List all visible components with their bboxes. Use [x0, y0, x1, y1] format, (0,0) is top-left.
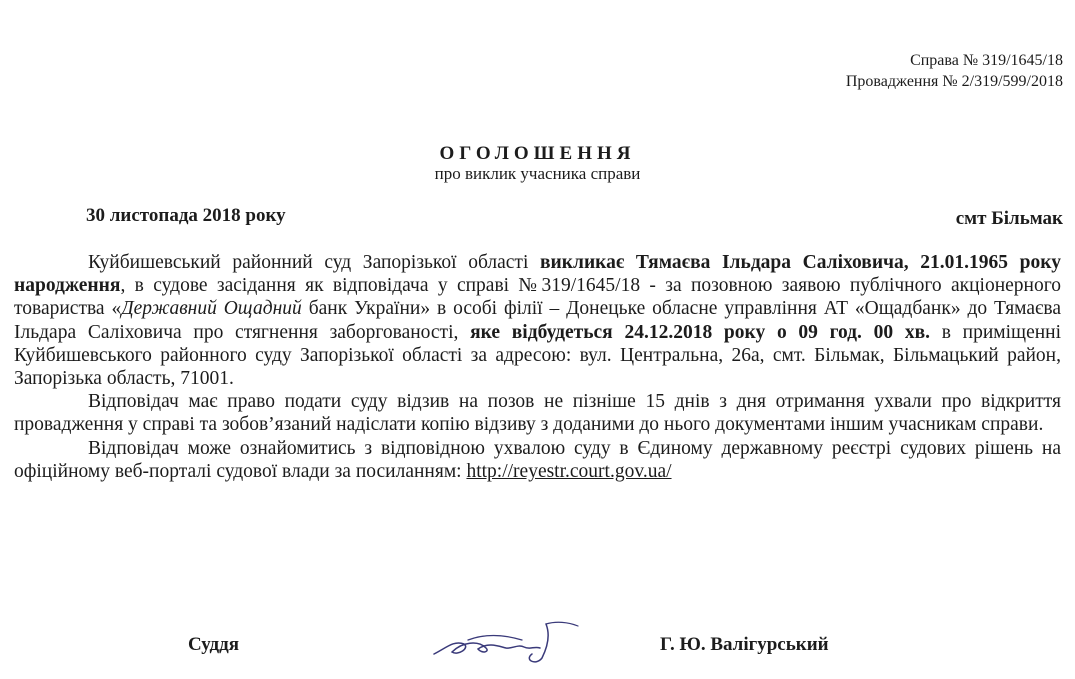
announcement-subtitle: про виклик учасника справи: [434, 164, 641, 183]
proceeding-number: Провадження № 2/319/599/2018: [845, 73, 1063, 90]
summons-text-1: Куйбишевський районний суд Запорізької області: [88, 252, 540, 273]
judge-label: Суддя: [188, 634, 240, 655]
response-rights-paragraph: Відповідач має право подати суду відзив на позов не пізніше 15 днів з дня отримання ухвали про відкриття провадження у справі та зобов’язаний надіслати копію відзиву з доданими до нього документами іншим учасникам справи.: [14, 391, 1061, 436]
registry-paragraph: [14, 437, 1061, 483]
summons-text-2: , в судове засідання як відповідача у справі №319/1645/18 - за позовною заявою публічного акціонерного товариства «: [14, 275, 1061, 320]
registry-text: Відповідач може ознайомитись з відповідною ухвалою суду в Єдиному державному реєстрі судових рішень на офіційному веб-порталі судової влади за посиланням:: [14, 437, 1061, 482]
announcement-body: [14, 251, 1061, 483]
summons-text-4: в приміщенні Куйбишевського районного суду Запорізької області за адресою: вул. Центральна, 26а, смт. Більмак, Більмацький район, Запорізька область, 71001.: [14, 321, 1062, 390]
case-number: Справа № 319/1645/18: [910, 52, 1063, 69]
summons-bank-name: Державний Ощадний: [121, 298, 302, 320]
hearing-datetime: яке відбудеться 24.12.2018 року о 09 год. 00 хв.: [470, 321, 931, 343]
judge-signature: [432, 618, 582, 666]
document-date: 30 листопада 2018 року: [86, 205, 286, 226]
judge-name: Г. Ю. Валігурський: [660, 634, 829, 655]
case-references: [846, 50, 1063, 92]
summons-defendant: викликає Тямаєва Ільдара Саліховича, 21.01.1965 року народження: [14, 252, 1061, 297]
summons-text-3: банк України» в особі філії – Донецьке обласне управління АТ «Ощадбанк» до Тямаєва Ільдара Саліховича про стягнення заборгованості,: [14, 298, 1062, 343]
registry-link[interactable]: http://reyestr.court.gov.ua/: [466, 460, 672, 482]
document-place: смт Більмак: [955, 208, 1063, 229]
summons-paragraph: [14, 251, 1061, 390]
announcement-title: ОГОЛОШЕННЯ: [439, 143, 636, 164]
